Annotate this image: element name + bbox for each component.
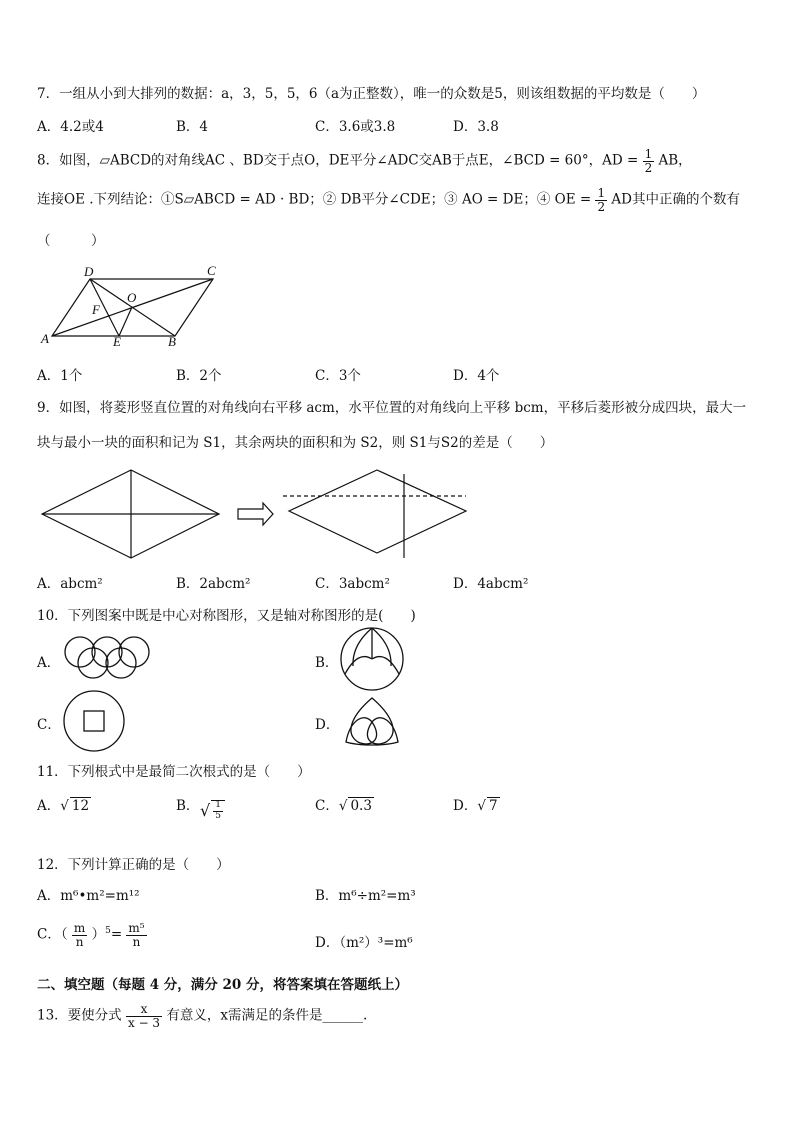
q12-option-c — [37, 922, 147, 948]
q12-stem: 12．下列计算正确的是（ ） — [37, 857, 230, 873]
q11-radicand-a: 12 — [71, 798, 90, 814]
q10-option-d: D． — [315, 717, 340, 733]
sqrt-icon: √ — [60, 798, 69, 814]
q11-stem: 11．下列根式中是最简二次根式的是（ ） — [37, 764, 311, 780]
q8-fraction-half-2: $\frac{1}{2}$ — [597, 186, 606, 214]
q12-option-b: B．m⁶÷m²=m³ — [315, 888, 416, 904]
q11-option-a — [37, 794, 91, 814]
q12-close-paren: ） — [91, 926, 106, 943]
q9-option-d: D．4abcm² — [453, 576, 529, 592]
q12-fraction-m-over-n: $\frac{m}{n}$ — [73, 921, 86, 949]
q11-option-c-label: C． — [315, 798, 339, 814]
q11-option-d-label: D． — [453, 798, 478, 814]
q10-option-c: C． — [37, 717, 61, 733]
triquetra-icon — [346, 698, 398, 745]
coin-square-hole-icon — [64, 691, 124, 751]
q11-fraction-one-fifth: $\frac{1}{5}$ — [211, 800, 225, 821]
q8-option-c: C．3个 — [315, 368, 361, 384]
label-b: B — [168, 334, 176, 349]
q11-radicand-d: 7 — [488, 798, 498, 814]
q7-stem: 7．一组从小到大排列的数据：a，3，5，5，6（a为正整数），唯一的众数是5，则该组数据的平均数是（ ） — [37, 86, 706, 102]
q12-fraction-m5-over-n: $\frac{\text{m⁵}}{n}$ — [128, 921, 145, 949]
q11-option-b-radical — [200, 800, 225, 821]
q9-option-c: C．3abcm² — [315, 576, 390, 592]
q7-option-c: C．3.6或3.8 — [315, 119, 396, 135]
q13-fraction: $\frac{x}{x - 3}$ — [127, 1002, 161, 1030]
q12-option-c-label: C．（ — [37, 926, 68, 943]
q11-option-b-label: B． — [176, 798, 200, 814]
q7-option-a: A．4.2或4 — [37, 119, 104, 135]
q10-stem: 10．下列图案中既是中心对称图形，又是轴对称图形的是( ) — [37, 608, 416, 624]
q8-option-a: A．1个 — [37, 368, 83, 384]
q8-stem-text: 8．如图，▱ABCD的对角线AC 、BD交于点O，DE平分∠ADC交AB于点E，∠BCD = 60°，AD = — [37, 152, 639, 169]
q13-stem — [37, 1003, 367, 1029]
q8-fraction-half: $\frac{1}{2}$ — [644, 147, 653, 175]
q10-option-a: A． — [37, 655, 61, 671]
q11-option-b — [176, 794, 199, 814]
label-d: D — [84, 264, 94, 279]
q9-option-a: A．abcm² — [37, 576, 103, 592]
q8-question-end: AD其中正确的个数有 — [611, 191, 740, 208]
q8-answer-paren: （ ） — [37, 233, 105, 249]
q8-stem-text-end: AB， — [658, 152, 692, 169]
q8-option-b: B．2个 — [176, 368, 222, 384]
sqrt-icon: √ — [200, 801, 211, 820]
q7-option-d: D．3.8 — [453, 119, 499, 135]
sqrt-icon: √ — [338, 798, 348, 814]
circle-three-arcs-icon — [341, 628, 403, 690]
q12-option-d: D．（m²）³=m⁶ — [315, 935, 413, 951]
label-o: O — [127, 290, 137, 305]
q9-stem-line1: 9．如图，将菱形竖直位置的对角线向右平移 acm，水平位置的对角线向上平移 bcm，平移后菱形被分成四块，最大一 — [37, 400, 747, 416]
q12-equals: = — [110, 926, 123, 943]
q10-option-b: B． — [315, 655, 339, 671]
q9-stem-line2: 块与最小一块的面积和记为 S1，其余两块的面积和为 S2，则 S1与S2的差是（ ） — [37, 435, 554, 451]
section-title-fill-in: 二、填空题（每题 4 分，满分 20 分，将答案填在答题纸上） — [37, 977, 408, 993]
q11-option-c — [315, 794, 374, 814]
q12-exponent: 5 — [105, 926, 111, 936]
q8-option-d: D．4个 — [453, 368, 500, 384]
q13-stem-text-end: 有意义，x需满足的条件是______. — [166, 1007, 368, 1024]
q13-stem-text: 13．要使分式 — [37, 1007, 122, 1024]
q11-option-a-label: A． — [37, 798, 61, 814]
label-f: F — [92, 302, 100, 317]
sqrt-icon: √ — [477, 798, 486, 814]
q7-option-b: B．4 — [176, 119, 209, 135]
q11-radicand-c: 0.3 — [350, 798, 372, 814]
q9-option-b: B．2abcm² — [176, 576, 251, 592]
label-e: E — [113, 334, 121, 349]
olympic-rings-icon — [65, 637, 149, 678]
label-c: C — [207, 263, 216, 278]
q8-conclusions: 连接OE .下列结论：①S▱ABCD = AD · BD；② DB平分∠CDE；③ AO = DE；④ OE = — [37, 191, 592, 208]
q12-option-a: A．m⁶•m²=m¹² — [37, 888, 140, 904]
q11-option-d — [453, 794, 500, 814]
label-a: A — [41, 331, 49, 346]
